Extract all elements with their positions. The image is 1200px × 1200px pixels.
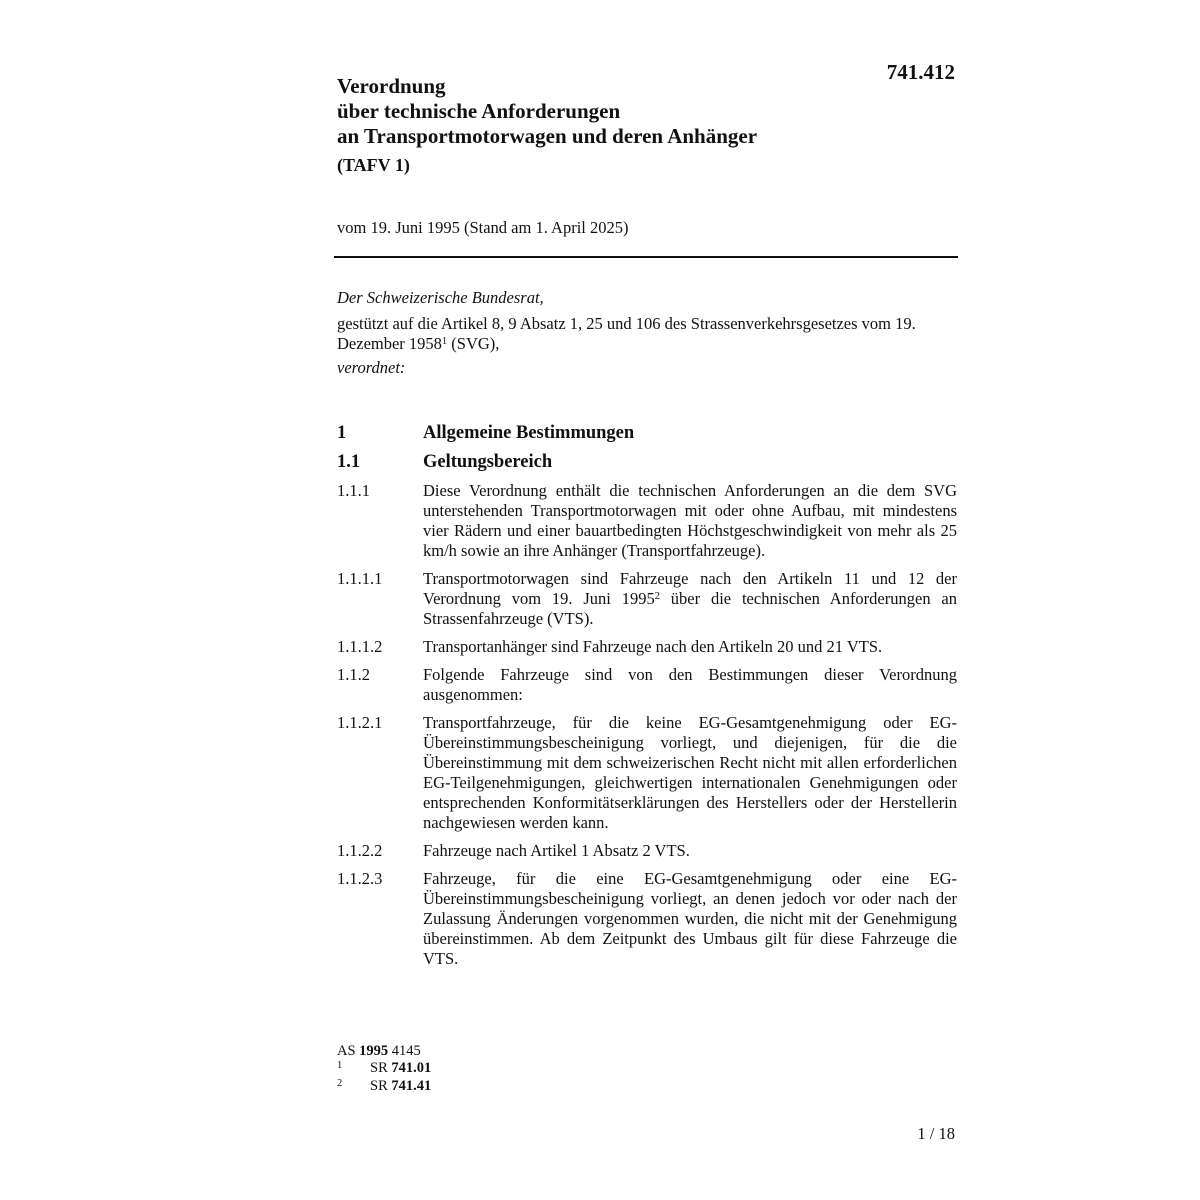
provisions-list [337, 481, 957, 977]
provision-text: Fahrzeuge nach Artikel 1 Absatz 2 VTS. [423, 841, 690, 860]
provision-number: 1.1.1 [337, 481, 370, 500]
as-page: 4145 [388, 1043, 421, 1059]
as-year: 1995 [359, 1043, 389, 1059]
sr-number: 741.412 [886, 60, 955, 84]
preamble-verb: verordnet: [337, 358, 406, 377]
title-line-2: über technische Anforderungen [337, 99, 621, 123]
footnote-number: 2 [337, 1078, 343, 1089]
footnote-ref-2[interactable]: 2 [654, 591, 660, 602]
provision-1-1-2-3 [337, 869, 957, 969]
title-line-1: Verordnung [337, 74, 446, 98]
section-title: Allgemeine Bestimmungen [423, 423, 635, 443]
provision-number: 1.1.2 [337, 665, 370, 684]
provision-1-1-1-1 [337, 569, 957, 629]
provision-text: Folgende Fahrzeuge sind von den Bestimmungen dieser Verordnung ausgenommen: [423, 665, 957, 704]
title-line-3: an Transportmotorwagen und deren Anhänger [337, 124, 758, 148]
provision-1-1-1 [337, 481, 957, 561]
provision-1-1-2-2 [337, 841, 957, 861]
footnote-prefix: SR [370, 1078, 392, 1094]
provision-text: Transportanhänger sind Fahrzeuge nach den Artikeln 20 und 21 VTS. [423, 637, 883, 656]
page-number: 1 / 18 [917, 1124, 955, 1143]
title-divider [334, 256, 958, 258]
section-number: 1 [337, 423, 347, 443]
provision-1-1-2-1 [337, 713, 957, 833]
provision-text: Diese Verordnung enthält die technischen Anforderungen an die dem SVG unterstehenden Transportmotorwagen mit oder ohne Aufbau, mit mindestens vier Rädern und einer bauartbedingten Höchstgeschwindigkeit von mehr als 25 km/h sowie an ihre Anhänger (Transportfahrzeuge). [423, 481, 957, 560]
provision-text: Transportfahrzeuge, für die keine EG-Gesamtgenehmigung oder EG-Übereinstimmungsbescheinigung vorliegt, und diejenigen, für die die Übereinstimmung mit dem schweizerischen Recht nicht mit allen erforderlichen EG-Teilgenehmigungen, gleichwertigen internationalen Genehmigungen oder entsprechenden Konformitätserklärungen des Herstellers oder der Herstellerin nachgewiesen werden kann. [423, 713, 957, 832]
title-abbreviation: (TAFV 1) [337, 155, 410, 175]
footnote-ref-1[interactable]: 1 [441, 336, 448, 347]
section-heading-1 [337, 423, 634, 444]
preamble-basis-text: gestützt auf die Artikel 8, 9 Absatz 1, 25 und 106 des Strassenverkehrsgesetzes vom 19. Dezember 1958 [337, 314, 916, 353]
document-title [337, 74, 857, 176]
section-heading-1-1 [337, 452, 552, 473]
provision-number: 1.1.2.3 [337, 869, 383, 888]
footnote-2 [337, 1078, 431, 1096]
preamble-basis-tail: (SVG), [447, 334, 500, 353]
provision-number: 1.1.2.2 [337, 841, 383, 860]
provision-1-1-1-2 [337, 637, 957, 657]
provision-text [423, 569, 957, 629]
provision-number: 1.1.1.2 [337, 637, 383, 656]
as-prefix: AS [337, 1043, 360, 1059]
provision-1-1-2 [337, 665, 957, 705]
footnote-prefix: SR [370, 1060, 392, 1076]
preamble-basis [337, 314, 957, 354]
subsection-number: 1.1 [337, 452, 361, 472]
provision-text: Fahrzeuge, für die eine EG-Gesamtgenehmigung oder eine EG-Übereinstimmungsbescheinigung vorliegt, an denen jedoch vor oder nach der Zulassung Änderungen vorgenommen wurden, die nicht mit der Genehmigung übereinstimmen. Ab dem Zeitpunkt des Umbaus gilt für diese Fahrzeuge die VTS. [423, 869, 957, 968]
preamble [337, 288, 957, 378]
preamble-issuer: Der Schweizerische Bundesrat, [337, 288, 544, 307]
footnote-link[interactable]: 741.41 [391, 1078, 432, 1094]
provision-number: 1.1.1.1 [337, 569, 383, 588]
provision-text-part: Transportmotorwagen sind Fahrzeuge nach den Artikeln 11 und 12 der Verordnung vom 19. Juni 1995 [423, 569, 957, 608]
footnote-number: 1 [337, 1060, 343, 1071]
footnotes [337, 1043, 431, 1096]
subsection-title: Geltungsbereich [423, 452, 553, 472]
date-line: vom 19. Juni 1995 (Stand am 1. April 2025) [337, 218, 629, 237]
provision-number: 1.1.2.1 [337, 713, 383, 732]
provision-text-part: über die technischen Anforderungen an Strassenfahrzeuge (VTS). [423, 589, 957, 628]
footnote-link[interactable]: 741.01 [391, 1060, 432, 1076]
